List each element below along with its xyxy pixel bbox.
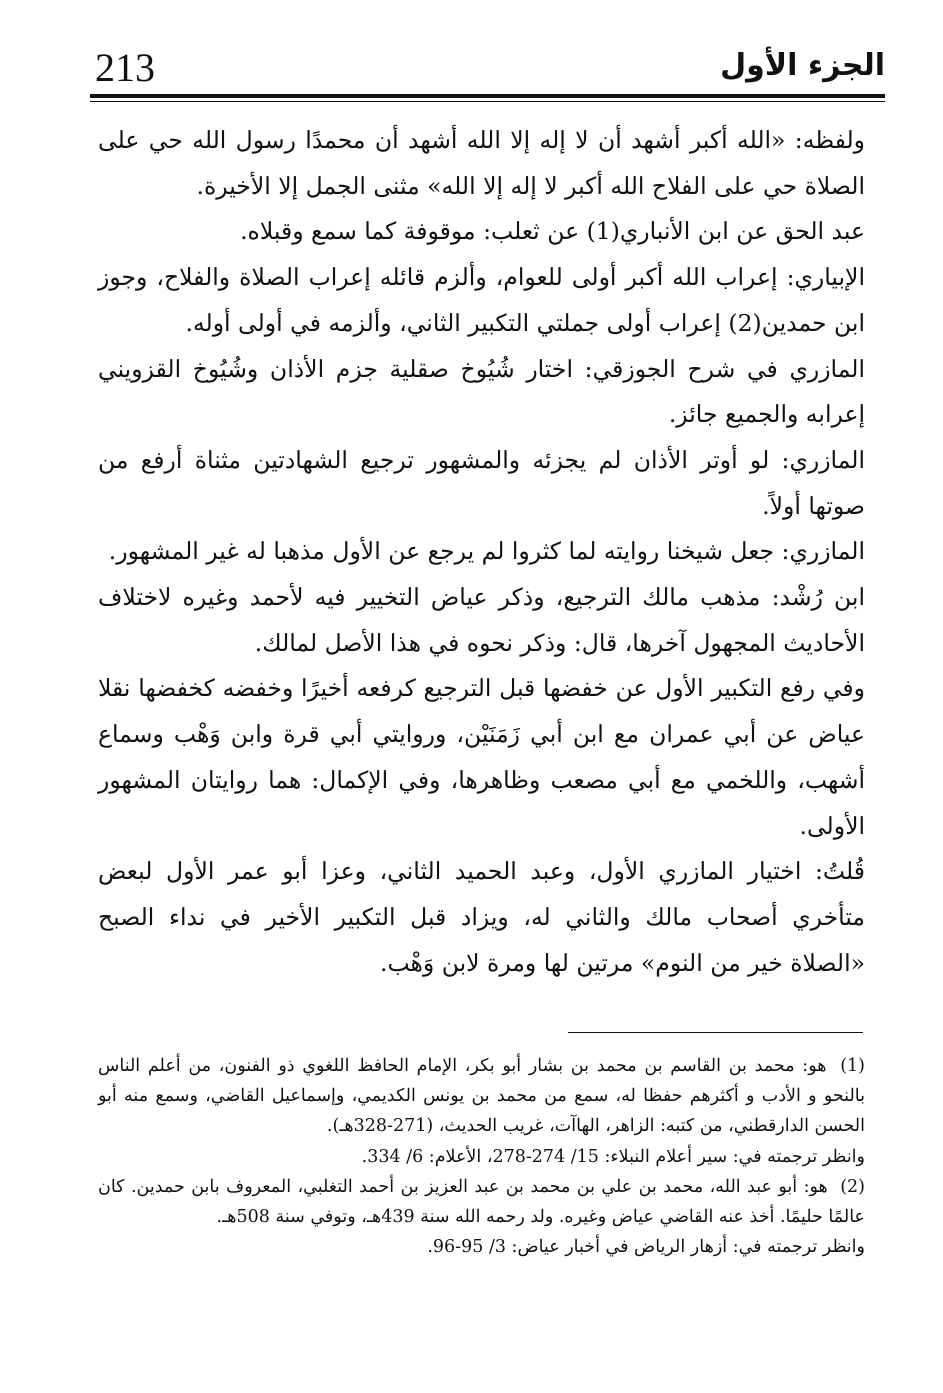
footnote-number: (1)	[840, 1056, 865, 1076]
header-rule-thin	[90, 101, 885, 102]
footnote-1	[98, 1051, 865, 1142]
paragraph: ابن رُشْد: مذهب مالك الترجيع، وذكر عياض التخيير فيه لأحمد وغيره لاختلاف الأحاديث المجهول آخرها، قال: وذكر نحوه في هذا الأصل لمالك.	[98, 583, 865, 657]
paragraph: المازري في شرح الجوزقي: اختار شُيُوخ صقلية جزم الأذان وشُيُوخ القزويني إعرابه والجميع جائز.	[98, 354, 865, 429]
paragraph: الإبياري: إعراب الله أكبر أولى للعوام، وألزم قائله إعراب الصلاة والفلاح، وجوز ابن حمدين(2) إعراب أولى جملتي التكبير الثاني، وألزمه في أولى أوله.	[98, 263, 865, 337]
footnote-text: هو: أبو عبد الله، محمد بن علي بن محمد بن عبد العزيز بن أحمد التغلبي، المعروف بابن حمدين. كان عالمًا حليمًا. أخذ عنه القاضي عياض وغيره. ولد رحمه الله سنة 439هـ، وتوفي سنة 508هـ.	[98, 1176, 865, 1228]
running-title: الجزء الأول	[720, 48, 885, 83]
paragraph: ولفظه: «الله أكبر أشهد أن لا إله إلا الله أشهد أن محمدًا رسول الله حي على الصلاة حي على الفلاح الله أكبر لا إله إلا الله» مثنى الجمل إلا الأخيرة.	[98, 126, 865, 200]
paragraph: عبد الحق عن ابن الأنباري(1) عن ثعلب: موقوفة كما سمع وقبلاه.	[240, 217, 865, 246]
paragraph: المازري: لو أوتر الأذان لم يجزئه والمشهور ترجيع الشهادتين مثناة أرفع من صوتها أولاً.	[98, 445, 865, 520]
footnote-2-ref: وانظر ترجمته في: أزهار الرياض في أخبار عياض: 3/ 95-96.	[427, 1237, 865, 1258]
paragraph: قُلتُ: اختيار المازري الأول، وعبد الحميد الثاني، وعزا أبو عمر الأول لبعض متأخري أصحاب مالك والثاني له، ويزاد قبل التكبير الأخير في نداء الصبح «الصلاة خير من النوم» مرتين لها ومرة لابن وَهْب.	[98, 857, 865, 977]
footnote-1-ref: وانظر ترجمته في: سير أعلام النبلاء: 15/ 274-278، الأعلام: 6/ 334.	[361, 1146, 865, 1167]
paragraph: وفي رفع التكبير الأول عن خفضها قبل الترجيع كرفعه أخيرًا وخفضه كخفضها نقلا عياض عن أبي عمران مع ابن أبي زَمَنَيْن، وروايتي أبي قرة وابن وَهْب وسماع أشهب، واللخمي مع أبي مصعب وظاهرها، وفي الإكمال: هما روايتان المشهور الأولى.	[98, 674, 865, 840]
paragraph: المازري: جعل شيخنا روايته لما كثروا لم يرجع عن الأول مذهبا له غير المشهور.	[108, 537, 865, 566]
footnote-separator	[568, 1032, 863, 1033]
footnotes	[98, 1051, 865, 1262]
footnote-text: هو: محمد بن القاسم بن محمد بن بشار أبو بكر، الإمام الحافظ اللغوي ذو الفنون، من أعلم الناس بالنحو و الأدب و أكثرهم حفظا له، سمع من محمد بن يونس الكديمي، وإسماعيل القاضي، وسمع منه أبو الحسن الدارقطني، من كتبه: الزاهر، الهاآت، غريب الحديث، (271-328هـ).	[98, 1056, 865, 1137]
header-rule-thick	[90, 94, 885, 98]
page-number: 213	[95, 45, 155, 90]
footnote-number: (2)	[840, 1176, 865, 1197]
page-header	[90, 40, 885, 100]
main-text	[98, 118, 865, 986]
footnote-2	[98, 1172, 865, 1232]
